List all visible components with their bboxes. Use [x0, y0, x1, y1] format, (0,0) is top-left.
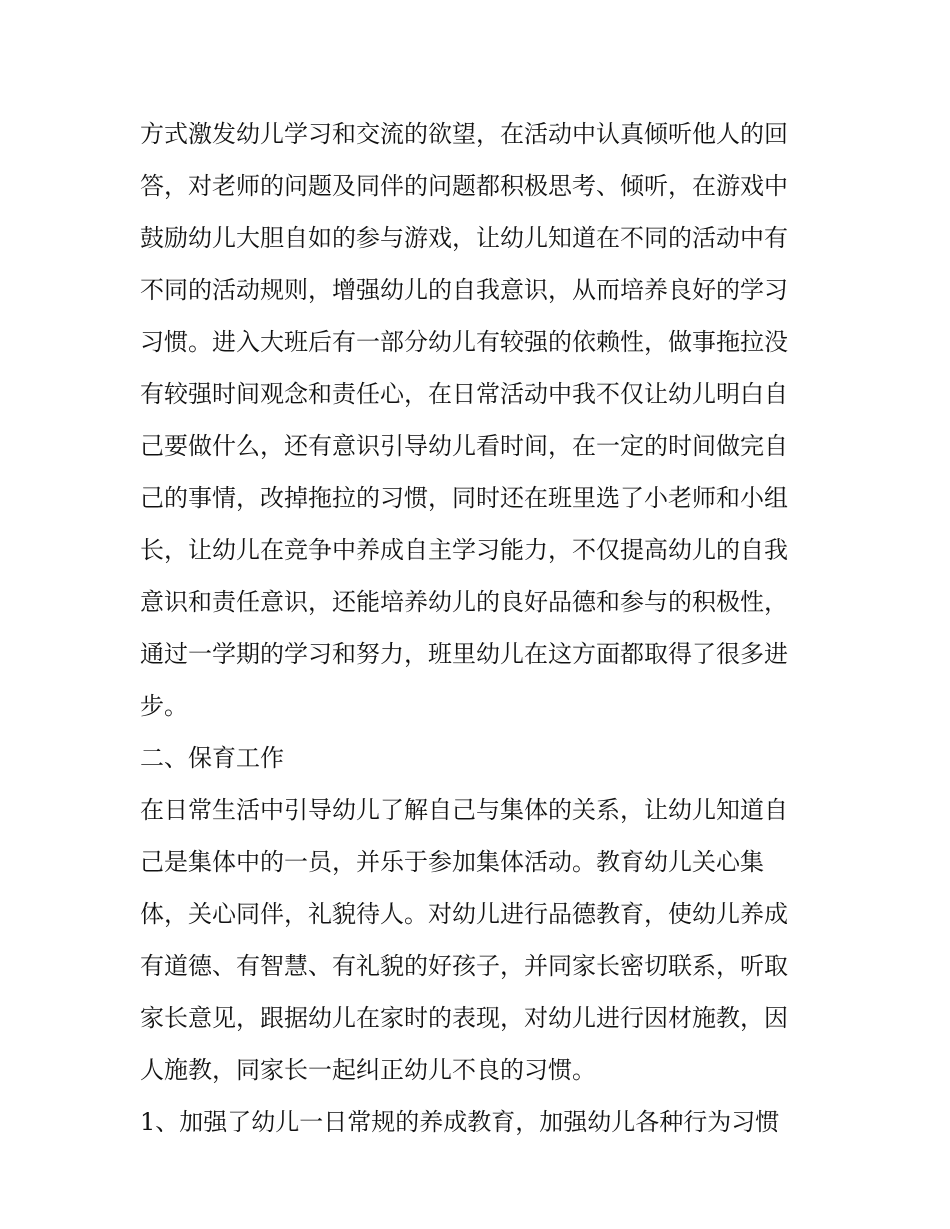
section-heading: 二、保育工作 [140, 744, 284, 772]
text-line-5: 习惯。进入大班后有一部分幼儿有较强的依赖性，做事拖拉没 [140, 328, 788, 356]
text-line-6: 有较强时间观念和责任心，在日常活动中我不仅让幼儿明白自 [140, 380, 788, 408]
text-line-16: 体，关心同伴，礼貌待人。对幼儿进行品德教育，使幼儿养成 [140, 900, 788, 928]
text-line-14: 在日常生活中引导幼儿了解自己与集体的关系，让幼儿知道自 [140, 796, 788, 824]
document-body [140, 108, 820, 1148]
text-line-11: 通过一学期的学习和努力，班里幼儿在这方面都取得了很多进 [140, 640, 788, 668]
text-line-1: 方式激发幼儿学习和交流的欲望，在活动中认真倾听他人的回 [140, 120, 788, 148]
text-line-12: 步。 [140, 692, 188, 720]
text-line-9: 长，让幼儿在竞争中养成自主学习能力，不仅提高幼儿的自我 [140, 536, 788, 564]
text-line-8: 己的事情，改掉拖拉的习惯，同时还在班里选了小老师和小组 [140, 484, 788, 512]
text-line-15: 己是集体中的一员，并乐于参加集体活动。教育幼儿关心集 [140, 848, 764, 876]
text-line-19: 人施教，同家长一起纠正幼儿不良的习惯。 [140, 1056, 596, 1084]
text-line-3: 鼓励幼儿大胆自如的参与游戏，让幼儿知道在不同的活动中有 [140, 224, 788, 252]
text-line-7: 己要做什么，还有意识引导幼儿看时间，在一定的时间做完自 [140, 432, 788, 460]
text-line-2: 答，对老师的问题及同伴的问题都积极思考、倾听，在游戏中 [140, 172, 788, 200]
text-line-4: 不同的活动规则，增强幼儿的自我意识，从而培养良好的学习 [140, 276, 788, 304]
text-line-17: 有道德、有智慧、有礼貌的好孩子，并同家长密切联系，听取 [140, 952, 788, 980]
text-line-18: 家长意见，跟据幼儿在家时的表现，对幼儿进行因材施教，因 [140, 1004, 788, 1032]
text-line-10: 意识和责任意识，还能培养幼儿的良好品德和参与的积极性， [140, 588, 788, 616]
text-line-20: 1、加强了幼儿一日常规的养成教育，加强幼儿各种行为习惯 [140, 1108, 780, 1136]
